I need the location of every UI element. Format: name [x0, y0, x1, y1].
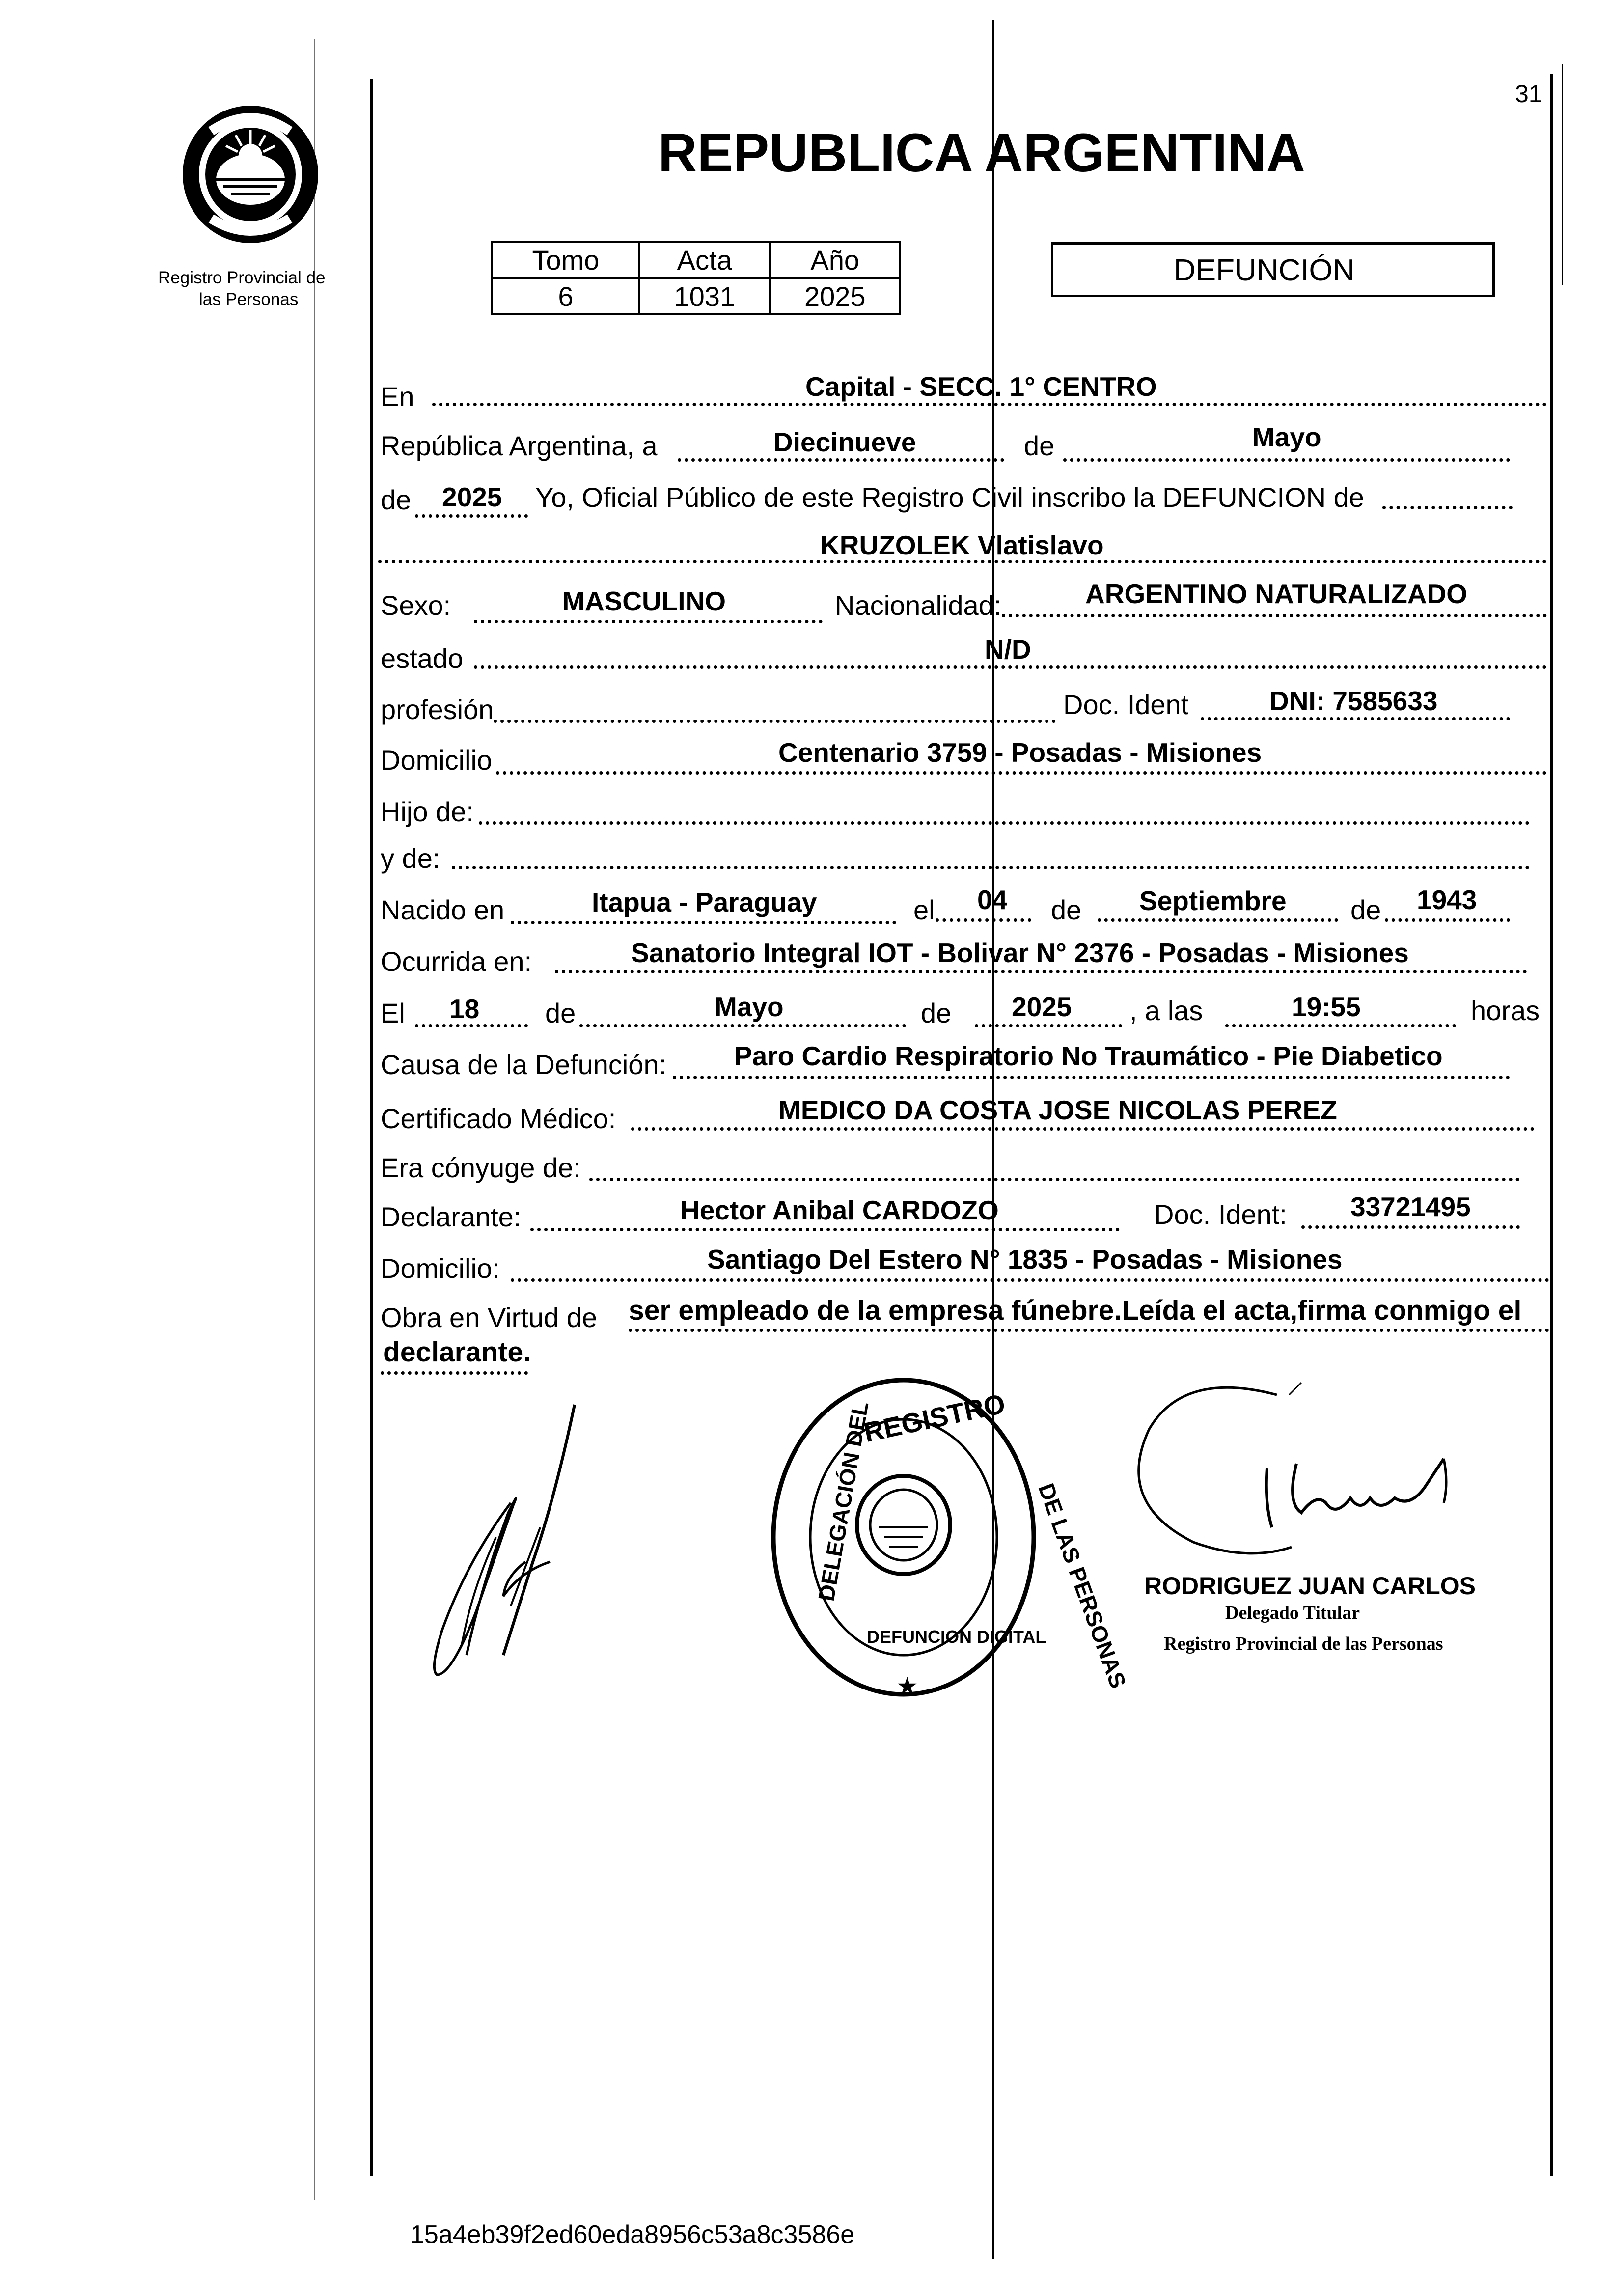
- causa-line: [673, 1076, 1510, 1079]
- nacido-line: [511, 921, 896, 924]
- nacido-label: Nacido en: [381, 894, 505, 925]
- death-time-line: [1225, 1024, 1456, 1027]
- tomo-header: Tomo: [492, 242, 639, 278]
- death-month-line: [579, 1024, 906, 1027]
- svg-text:DELEGACIÓN DEL: DELEGACIÓN DEL: [813, 1399, 874, 1603]
- declarante-value: Hector Anibal CARDOZO: [680, 1195, 999, 1225]
- doc-ident-label: Doc. Ident: [1063, 689, 1189, 720]
- republica-label: República Argentina, a: [381, 430, 658, 461]
- ocurrida-line: [555, 970, 1527, 973]
- profesion-line: [494, 720, 1056, 723]
- right-margin-line: [1550, 74, 1553, 2176]
- day-line: [678, 458, 1004, 462]
- certificado-value: MEDICO DA COSTA JOSE NICOLAS PEREZ: [778, 1095, 1337, 1125]
- de5-label: de: [545, 997, 576, 1028]
- domicilio2-label: Domicilio:: [381, 1253, 500, 1284]
- domicilio-line: [496, 771, 1547, 775]
- certificado-label: Certificado Médico:: [381, 1103, 616, 1134]
- svg-text:★: ★: [896, 1672, 918, 1700]
- province-logo: [177, 101, 324, 248]
- birth-year-line: [1385, 918, 1510, 922]
- el-label: el: [913, 894, 935, 925]
- conyuge-label: Era cónyuge de:: [381, 1152, 581, 1183]
- registry-label-line1: Registro Provincial de: [158, 268, 326, 287]
- birth-month-line: [1098, 918, 1338, 922]
- day-value: Diecinueve: [773, 427, 916, 457]
- causa-label: Causa de la Defunción:: [381, 1049, 667, 1080]
- el2-label: El: [381, 997, 405, 1028]
- inscribe-text: Yo, Oficial Público de este Registro Civil inscribo la DEFUNCION de: [535, 482, 1364, 513]
- tomo-value: 6: [492, 278, 639, 314]
- death-day-line: [415, 1024, 528, 1027]
- domicilio2-value: Santiago Del Estero N° 1835 - Posadas - Misiones: [707, 1244, 1343, 1274]
- nacionalidad-value: ARGENTINO NATURALIZADO: [1085, 579, 1468, 609]
- sexo-value: MASCULINO: [562, 586, 726, 616]
- de4-label: de: [1350, 894, 1381, 925]
- declarante-label: Declarante:: [381, 1201, 522, 1232]
- doc-ident2-label: Doc. Ident:: [1154, 1199, 1287, 1230]
- certificado-line: [631, 1127, 1535, 1131]
- acta-header: Acta: [639, 242, 770, 278]
- left-margin-line: [370, 79, 373, 2176]
- profesion-label: profesión: [381, 694, 494, 725]
- year-line: [415, 514, 528, 518]
- en-line: [432, 403, 1547, 406]
- official-title: Delegado Titular: [1225, 1603, 1360, 1623]
- death-year: 2025: [1012, 992, 1072, 1022]
- estado-label: estado: [381, 643, 464, 674]
- de3-label: de: [1051, 894, 1082, 925]
- death-time: 19:55: [1292, 992, 1361, 1022]
- official-name: RODRIGUEZ JUAN CARLOS: [1144, 1572, 1476, 1600]
- nacionalidad-line: [1002, 614, 1547, 617]
- conyuge-line: [589, 1178, 1520, 1181]
- doc-ident2-line: [1301, 1225, 1520, 1229]
- obra-line1: [629, 1329, 1549, 1332]
- hijo-label: Hijo de:: [381, 796, 474, 827]
- ano-value: 2025: [770, 278, 900, 314]
- inscribe-line: [1382, 506, 1513, 509]
- obra-value-line2: declarante.: [383, 1336, 531, 1368]
- declarante-line: [530, 1228, 1120, 1231]
- de2-label: de: [381, 484, 412, 515]
- svg-text:REGISTRO: REGISTRO: [861, 1387, 1008, 1448]
- y-de-label: y de:: [381, 843, 440, 874]
- ano-header: Año: [770, 242, 900, 278]
- left-scan-line: [314, 39, 315, 2200]
- birth-year: 1943: [1417, 885, 1477, 915]
- svg-text:DE LAS PERSONAS: DE LAS PERSONAS: [1033, 1480, 1131, 1692]
- death-month: Mayo: [715, 992, 784, 1022]
- estado-line: [474, 665, 1547, 669]
- registry-stamp: [766, 1370, 1131, 1709]
- obra-line2: [381, 1371, 528, 1375]
- death-year-line: [975, 1024, 1122, 1027]
- official-institution: Registro Provincial de las Personas: [1164, 1634, 1443, 1654]
- month-value: Mayo: [1252, 422, 1321, 452]
- doc-ident-line: [1201, 717, 1510, 720]
- doc-ident-value: DNI: 7585633: [1269, 686, 1438, 716]
- ocurrida-value: Sanatorio Integral IOT - Bolivar N° 2376 - Posadas - Misiones: [631, 938, 1409, 968]
- ocurrida-label: Ocurrida en:: [381, 946, 532, 977]
- causa-value: Paro Cardio Respiratorio No Traumático - Pie Diabetico: [734, 1041, 1443, 1071]
- sexo-line: [474, 620, 823, 623]
- document-title: REPUBLICA ARGENTINA: [658, 123, 1305, 183]
- svg-text:DEFUNCION DIGITAL: DEFUNCION DIGITAL: [867, 1627, 1046, 1647]
- doc-ident2-value: 33721495: [1350, 1191, 1471, 1222]
- declarant-signature: [408, 1400, 629, 1694]
- record-box: [491, 241, 901, 315]
- death-day: 18: [449, 994, 480, 1024]
- acta-value: 1031: [639, 278, 770, 314]
- act-type: DEFUNCIÓN: [1174, 253, 1355, 287]
- nacionalidad-label: Nacionalidad:: [835, 590, 1002, 621]
- y-de-line: [452, 866, 1530, 869]
- right-edge-line: [1562, 64, 1563, 285]
- hijo-line: [479, 821, 1530, 825]
- month-line: [1063, 458, 1510, 462]
- obra-label: Obra en Virtud de: [381, 1302, 598, 1333]
- de6-label: de: [921, 997, 952, 1028]
- estado-value: N/D: [985, 634, 1031, 665]
- domicilio2-line: [511, 1278, 1549, 1282]
- a-las-label: , a las: [1129, 995, 1203, 1026]
- de-label: de: [1024, 430, 1055, 461]
- domicilio-value: Centenario 3759 - Posadas - Misiones: [778, 737, 1262, 768]
- horas-label: horas: [1471, 995, 1540, 1026]
- birth-month: Septiembre: [1139, 886, 1287, 916]
- nacido-value: Itapua - Paraguay: [592, 887, 817, 917]
- name-line: [378, 560, 1547, 563]
- obra-value-line1: ser empleado de la empresa fúnebre.Leída el acta,firma conmigo el: [629, 1295, 1522, 1326]
- page-number: 31: [1515, 80, 1542, 108]
- sexo-label: Sexo:: [381, 590, 451, 621]
- year-value: 2025: [442, 482, 502, 512]
- deceased-name: KRUZOLEK Vlatislavo: [820, 530, 1104, 560]
- official-signature: [1071, 1356, 1483, 1591]
- registry-label-line2: las Personas: [199, 290, 299, 309]
- en-value: Capital - SECC. 1° CENTRO: [805, 371, 1157, 402]
- birth-day-line: [936, 918, 1031, 922]
- birth-day: 04: [977, 885, 1008, 915]
- center-fold-line: [992, 20, 994, 2259]
- footer-hash: 15a4eb39f2ed60eda8956c53a8c3586e: [410, 2220, 855, 2249]
- domicilio-label: Domicilio: [381, 745, 493, 775]
- en-label: En: [381, 381, 414, 412]
